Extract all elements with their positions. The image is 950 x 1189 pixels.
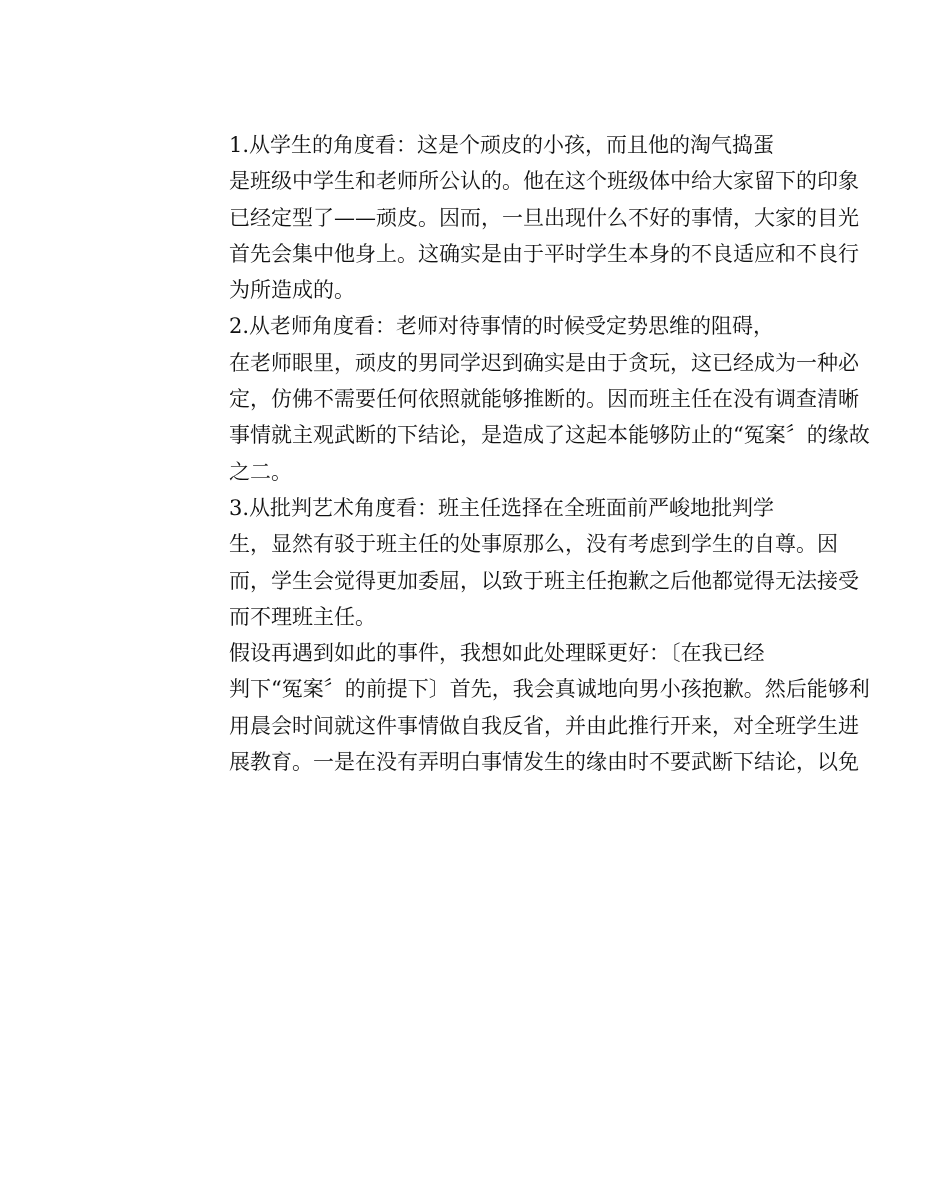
text-line: 生，显然有驳于班主任的处事原那么，没有考虑到学生的自尊。因 — [229, 532, 838, 557]
paragraph-improvement-plan — [145, 635, 870, 780]
text-line: 假设再遇到如此的事件，我想如此处理睬更好：〔在我已经 — [229, 641, 765, 666]
text-line: 在老师眼里，顽皮的男同学迟到确实是由于贪玩，这已经成为一种必 — [229, 350, 859, 375]
text-line: 为所造成的。 — [229, 278, 355, 303]
text-line: 之二。 — [229, 459, 292, 484]
text-line: 判下“冤案〞的前提下〕首先，我会真诚地向男小孩抱歉。然后能够利 — [229, 677, 870, 702]
text-line: 1.从学生的角度看：这是个顽皮的小孩，而且他的淘气捣蛋 — [229, 133, 775, 157]
paragraph-criticism-perspective — [145, 490, 859, 635]
text-line: 已经定型了——顽皮。因而，一旦出现什么不好的事情，大家的目光 — [229, 205, 859, 230]
text-line: 而，学生会觉得更加委屈，以致于班主任抱歉之后他都觉得无法接受 — [229, 568, 859, 593]
text-line: 3.从批判艺术角度看：班主任选择在全班面前严峻地批判学 — [229, 495, 775, 520]
text-line: 事情就主观武断的下结论，是造成了这起本能够防止的“冤案〞的缘故 — [229, 423, 870, 448]
text-line: 用晨会时间就这件事情做自我反省，并由此推行开来，对全班学生进 — [229, 713, 859, 738]
text-line: 而不理班主任。 — [229, 604, 376, 629]
text-line: 首先会集中他身上。这确实是由于平时学生本身的不良适应和不良行 — [229, 241, 859, 266]
text-line: 2.从老师角度看：老师对待事情的时候受定势思维的阻碍， — [229, 314, 775, 339]
text-line: 展教育。一是在没有弄明白事情发生的缘由时不要武断下结论，以免 — [229, 750, 859, 775]
paragraph-teacher-perspective — [145, 308, 870, 489]
document-body — [145, 127, 870, 780]
paragraph-student-perspective — [145, 127, 859, 308]
text-line: 定，仿佛不需要任何依照就能够推断的。因而班主任在没有调查清晰 — [229, 387, 859, 412]
text-line: 是班级中学生和老师所公认的。他在这个班级体中给大家留下的印象 — [229, 169, 859, 194]
